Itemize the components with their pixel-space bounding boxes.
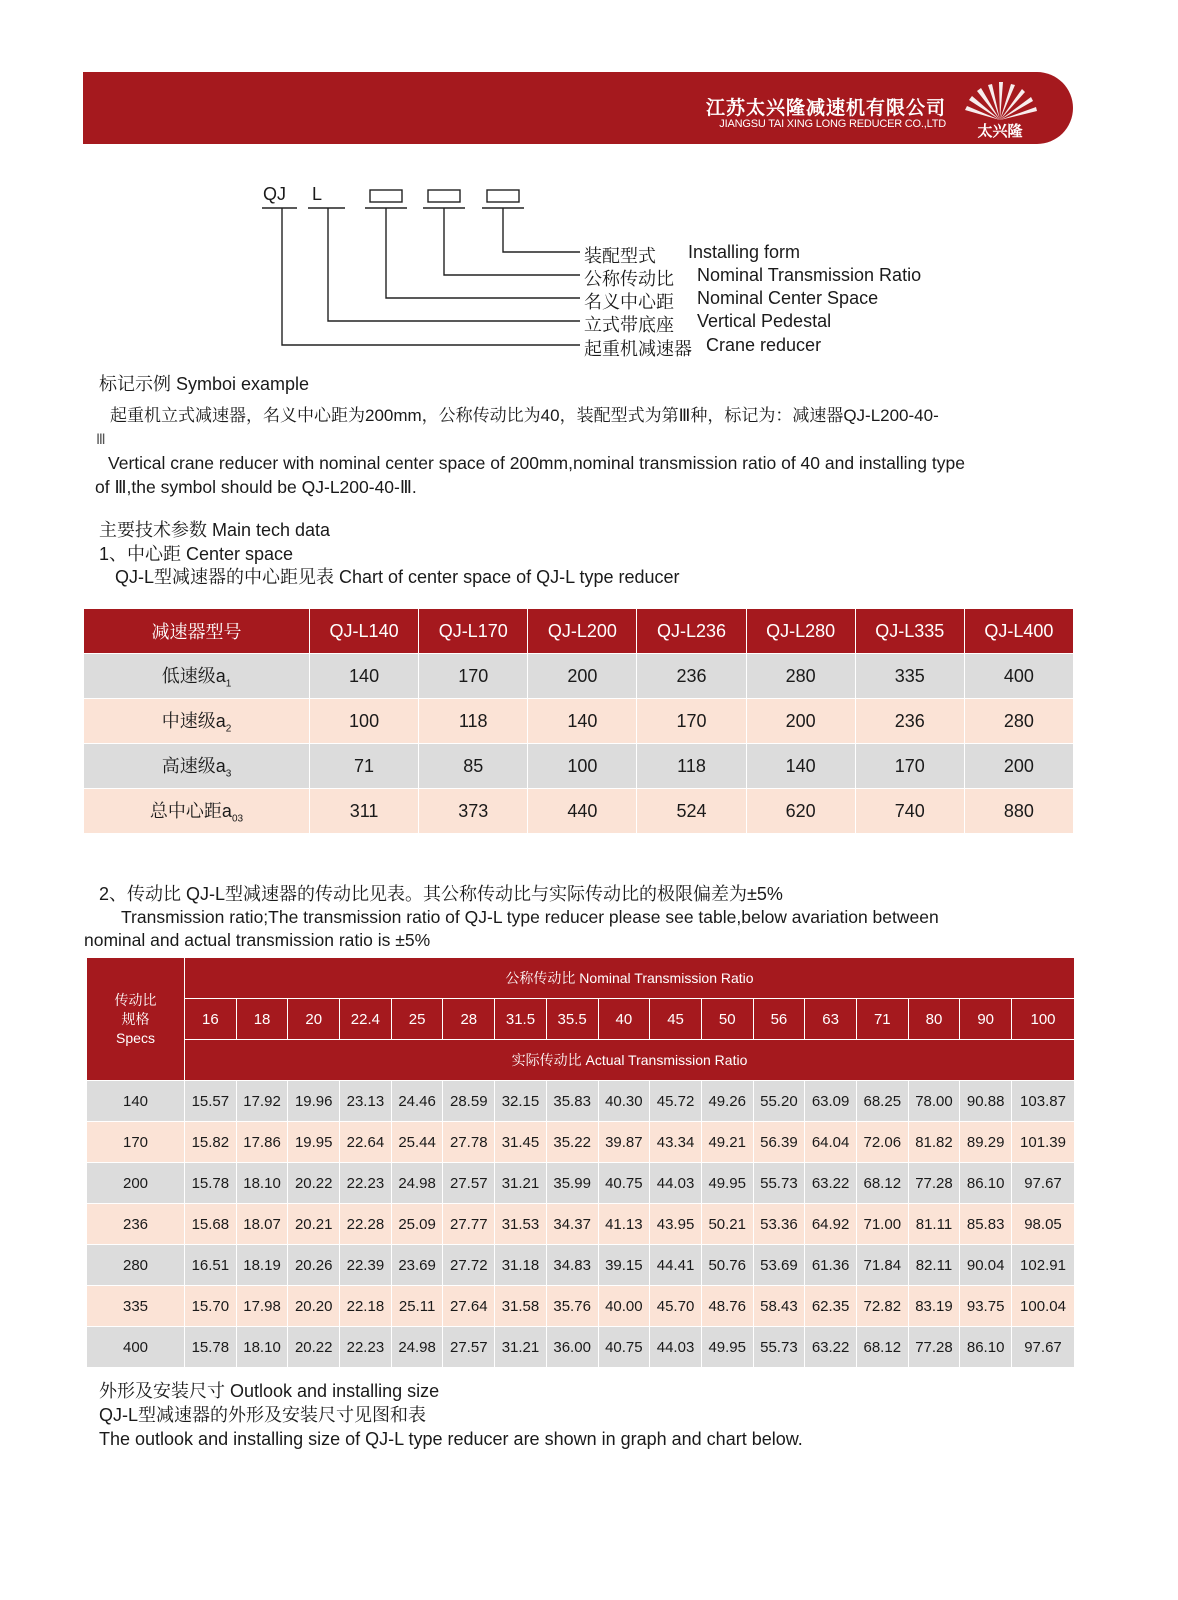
ratio-cell: 23.13 (340, 1081, 392, 1122)
transmission-ratio-table (86, 957, 1075, 1368)
section2-en-line2: nominal and actual transmission ratio is ±5% (84, 930, 431, 950)
ratio-cell: 45.70 (650, 1286, 702, 1327)
ratio-cell: 102.91 (1012, 1245, 1075, 1286)
ratio-cell: 31.21 (495, 1163, 547, 1204)
table-row (84, 789, 1074, 834)
spec-cell: 170 (87, 1122, 185, 1163)
table-cell: 200 (964, 744, 1073, 789)
table-cell: 170 (419, 654, 528, 699)
spec-cell: 280 (87, 1245, 185, 1286)
header-cell: QJ-L236 (637, 609, 746, 654)
example-cn-line2: Ⅲ (96, 431, 106, 447)
outlook-en: The outlook and installing size of QJ-L type reducer are shown in graph and chart below. (99, 1429, 803, 1449)
ratio-cell: 22.23 (340, 1327, 392, 1368)
ratio-cell: 40.00 (598, 1286, 650, 1327)
ratio-cell: 103.87 (1012, 1081, 1075, 1122)
ratio-cell: 58.43 (753, 1286, 805, 1327)
table-cell: 236 (855, 699, 964, 744)
ratio-cell: 44.03 (650, 1327, 702, 1368)
ratio-cell: 40.75 (598, 1327, 650, 1368)
ratio-cell: 31.21 (495, 1327, 547, 1368)
ratio-cell: 86.10 (960, 1163, 1012, 1204)
ratio-cell: 22.23 (340, 1163, 392, 1204)
nominal-ratio-cell: 56 (753, 999, 805, 1040)
outlook-title: 外形及安装尺寸 Outlook and installing size (99, 1381, 440, 1401)
table-cell: 440 (528, 789, 637, 834)
ratio-cell: 35.99 (546, 1163, 598, 1204)
table-cell: 880 (964, 789, 1073, 834)
ratio-cell: 22.39 (340, 1245, 392, 1286)
ratio-cell: 89.29 (960, 1122, 1012, 1163)
nominal-ratio-cell: 50 (701, 999, 753, 1040)
table-cell: 118 (637, 744, 746, 789)
ratio-cell: 64.92 (805, 1204, 857, 1245)
table-header-row (84, 609, 1074, 654)
actual-ratio-header: 实际传动比 Actual Transmission Ratio (185, 1040, 1075, 1081)
ratio-cell: 35.76 (546, 1286, 598, 1327)
ratio-cell: 81.11 (908, 1204, 960, 1245)
ratio-cell: 15.78 (185, 1327, 237, 1368)
nominal-ratio-cell: 20 (288, 999, 340, 1040)
ratio-cell: 85.83 (960, 1204, 1012, 1245)
ratio-cell: 45.72 (650, 1081, 702, 1122)
ratio-cell: 50.21 (701, 1204, 753, 1245)
ratio-cell: 90.88 (960, 1081, 1012, 1122)
ratio-cell: 98.05 (1012, 1204, 1075, 1245)
spec-cell: 236 (87, 1204, 185, 1245)
ratio-cell: 77.28 (908, 1327, 960, 1368)
ratio-cell: 24.98 (391, 1163, 443, 1204)
ratio-cell: 72.06 (856, 1122, 908, 1163)
ratio-cell: 18.07 (236, 1204, 288, 1245)
ratio-cell: 55.73 (753, 1327, 805, 1368)
table-cell: 280 (964, 699, 1073, 744)
nominal-ratio-cell: 63 (805, 999, 857, 1040)
table-row (87, 1122, 1075, 1163)
ratio-cell: 55.20 (753, 1081, 805, 1122)
ratio-cell: 81.82 (908, 1122, 960, 1163)
row-label: 高速级$a_3$ (84, 744, 310, 789)
nominal-ratio-cell: 80 (908, 999, 960, 1040)
spec-cell: 400 (87, 1327, 185, 1368)
table-cell: 140 (310, 654, 419, 699)
spec-cell: 200 (87, 1163, 185, 1204)
company-logo (955, 80, 1045, 140)
example-title: 标记示例 Symboi example (99, 374, 310, 394)
ratio-cell: 49.26 (701, 1081, 753, 1122)
header-cell: QJ-L400 (964, 609, 1073, 654)
code-item-en: Nominal Center Space (697, 288, 879, 308)
ratio-cell: 16.51 (185, 1245, 237, 1286)
company-name-en: JIANGSU TAI XING LONG REDUCER CO.,LTD (719, 118, 946, 130)
company-name-cn: 江苏太兴隆减速机有限公司 (705, 98, 946, 119)
ratio-cell: 40.30 (598, 1081, 650, 1122)
ratio-cell: 27.57 (443, 1163, 495, 1204)
example-en-line2: of Ⅲ,the symbol should be QJ-L200-40-Ⅲ. (95, 477, 417, 497)
ratio-cell: 20.21 (288, 1204, 340, 1245)
ratio-cell: 39.15 (598, 1245, 650, 1286)
table-cell: 100 (528, 744, 637, 789)
ratio-cell: 64.04 (805, 1122, 857, 1163)
nominal-ratio-cell: 40 (598, 999, 650, 1040)
ratio-cell: 34.37 (546, 1204, 598, 1245)
ratio-cell: 35.83 (546, 1081, 598, 1122)
row-label: 中速级$a_2$ (84, 699, 310, 744)
ratio-cell: 20.20 (288, 1286, 340, 1327)
table-cell: 236 (637, 654, 746, 699)
table-row (87, 1286, 1075, 1327)
spec-cell: 335 (87, 1286, 185, 1327)
ratio-cell: 23.69 (391, 1245, 443, 1286)
ratio-cell: 68.25 (856, 1081, 908, 1122)
table-row (87, 1245, 1075, 1286)
table-cell: 118 (419, 699, 528, 744)
nominal-ratio-cell: 18 (236, 999, 288, 1040)
table-cell: 140 (528, 699, 637, 744)
ratio-cell: 83.19 (908, 1286, 960, 1327)
ratio-cell: 68.12 (856, 1327, 908, 1368)
table-cell: 100 (310, 699, 419, 744)
table-row (84, 744, 1074, 789)
code-item-cn: 名义中心距 (584, 292, 674, 312)
ratio-cell: 27.72 (443, 1245, 495, 1286)
table-row (87, 1327, 1075, 1368)
ratio-cell: 31.45 (495, 1122, 547, 1163)
ratio-cell: 24.46 (391, 1081, 443, 1122)
ratio-cell: 100.04 (1012, 1286, 1075, 1327)
ratio-cell: 90.04 (960, 1245, 1012, 1286)
header-cell: QJ-L200 (528, 609, 637, 654)
corner-line: 传动比 (114, 991, 157, 1008)
row-label: 总中心距$a_{03}$ (84, 789, 310, 834)
ratio-cell: 68.12 (856, 1163, 908, 1204)
ratio-cell: 17.92 (236, 1081, 288, 1122)
table-cell: 170 (855, 744, 964, 789)
model-code-diagram (250, 180, 970, 370)
code-item-en: Vertical Pedestal (697, 311, 832, 331)
ratio-cell: 27.64 (443, 1286, 495, 1327)
nominal-ratio-header: 公称传动比 Nominal Transmission Ratio (185, 958, 1075, 999)
ratio-cell: 27.57 (443, 1327, 495, 1368)
ratio-cell: 62.35 (805, 1286, 857, 1327)
ratio-cell: 17.98 (236, 1286, 288, 1327)
nominal-ratio-cell: 45 (650, 999, 702, 1040)
header-cell: QJ-L335 (855, 609, 964, 654)
code-item-cn: 装配型式 (584, 246, 656, 266)
table-cell: 620 (746, 789, 855, 834)
code-item-en: Crane reducer (706, 335, 822, 355)
example-en-line1: Vertical crane reducer with nominal center space of 200mm,nominal transmission ratio of 40 and installing type (108, 453, 965, 473)
ratio-cell: 18.10 (236, 1163, 288, 1204)
table-cell: 200 (528, 654, 637, 699)
ratio-cell: 40.75 (598, 1163, 650, 1204)
ratio-cell: 49.95 (701, 1163, 753, 1204)
ratio-cell: 49.21 (701, 1122, 753, 1163)
header-cell: 减速器型号 (84, 609, 310, 654)
ratio-cell: 43.95 (650, 1204, 702, 1245)
table-cell: 170 (637, 699, 746, 744)
table-cell: 140 (746, 744, 855, 789)
corner-header (87, 958, 185, 1081)
section1-subtitle: QJ-L型减速器的中心距见表 Chart of center space of QJ-L type reducer (115, 567, 680, 587)
table-cell: 373 (419, 789, 528, 834)
table-row (84, 699, 1074, 744)
table-cell: 524 (637, 789, 746, 834)
nominal-ratio-cell: 28 (443, 999, 495, 1040)
center-space-table (83, 608, 1074, 834)
table-cell: 71 (310, 744, 419, 789)
code-item-en: Nominal Transmission Ratio (697, 265, 922, 285)
ratio-cell: 15.70 (185, 1286, 237, 1327)
ratio-cell: 36.00 (546, 1327, 598, 1368)
logo-text: 太兴隆 (977, 123, 1023, 140)
code-prefix: QJ (263, 184, 287, 204)
ratio-cell: 19.95 (288, 1122, 340, 1163)
code-item-cn: 公称传动比 (584, 269, 674, 289)
ratio-cell: 63.09 (805, 1081, 857, 1122)
ratio-cell: 15.57 (185, 1081, 237, 1122)
ratio-cell: 56.39 (753, 1122, 805, 1163)
table-cell: 400 (964, 654, 1073, 699)
table-cell: 740 (855, 789, 964, 834)
ratio-cell: 27.77 (443, 1204, 495, 1245)
ratio-cell: 53.36 (753, 1204, 805, 1245)
ratio-cell: 53.69 (753, 1245, 805, 1286)
table-cell: 85 (419, 744, 528, 789)
ratio-cell: 97.67 (1012, 1327, 1075, 1368)
ratio-cell: 27.78 (443, 1122, 495, 1163)
ratio-cell: 43.34 (650, 1122, 702, 1163)
ratio-cell: 35.22 (546, 1122, 598, 1163)
ratio-cell: 41.13 (598, 1204, 650, 1245)
ratio-cell: 32.15 (495, 1081, 547, 1122)
ratio-cell: 22.64 (340, 1122, 392, 1163)
header-cell: QJ-L280 (746, 609, 855, 654)
section2-title: 2、传动比 QJ-L型减速器的传动比见表。其公称传动比与实际传动比的极限偏差为±5% (99, 884, 783, 904)
table-cell: 335 (855, 654, 964, 699)
nominal-values-row (87, 999, 1075, 1040)
ratio-cell: 31.53 (495, 1204, 547, 1245)
code-item-cn: 起重机减速器 (584, 339, 692, 359)
outlook-cn: QJ-L型减速器的外形及安装尺寸见图和表 (99, 1405, 427, 1425)
table-row (87, 1204, 1075, 1245)
nominal-ratio-cell: 35.5 (546, 999, 598, 1040)
ratio-cell: 18.10 (236, 1327, 288, 1368)
code-item-en: Installing form (688, 242, 801, 262)
ratio-cell: 15.78 (185, 1163, 237, 1204)
ratio-cell: 25.44 (391, 1122, 443, 1163)
header-cell: QJ-L170 (419, 609, 528, 654)
ratio-cell: 72.82 (856, 1286, 908, 1327)
ratio-cell: 44.41 (650, 1245, 702, 1286)
ratio-cell: 25.11 (391, 1286, 443, 1327)
ratio-cell: 34.83 (546, 1245, 598, 1286)
ratio-cell: 20.22 (288, 1163, 340, 1204)
nominal-ratio-cell: 25 (391, 999, 443, 1040)
ratio-cell: 55.73 (753, 1163, 805, 1204)
ratio-cell: 61.36 (805, 1245, 857, 1286)
ratio-cell: 31.18 (495, 1245, 547, 1286)
tech-title: 主要技术参数 Main tech data (99, 520, 331, 540)
code-letter: L (312, 184, 323, 204)
header-cell: QJ-L140 (310, 609, 419, 654)
table-cell: 311 (310, 789, 419, 834)
nominal-ratio-cell: 31.5 (495, 999, 547, 1040)
ratio-cell: 22.18 (340, 1286, 392, 1327)
ratio-cell: 101.39 (1012, 1122, 1075, 1163)
ratio-cell: 22.28 (340, 1204, 392, 1245)
corner-line: Specs (116, 1029, 155, 1046)
ratio-cell: 20.26 (288, 1245, 340, 1286)
ratio-cell: 44.03 (650, 1163, 702, 1204)
ratio-cell: 82.11 (908, 1245, 960, 1286)
example-cn-line1: 起重机立式减速器，名义中心距为200mm，公称传动比为40，装配型式为第Ⅲ种，标记为：减速器QJ-L200-40- (110, 406, 939, 425)
ratio-cell: 71.84 (856, 1245, 908, 1286)
nominal-ratio-cell: 16 (185, 999, 237, 1040)
ratio-cell: 50.76 (701, 1245, 753, 1286)
ratio-cell: 48.76 (701, 1286, 753, 1327)
section2-en-line1: Transmission ratio;The transmission ratio of QJ-L type reducer please see table,below avariation between (121, 907, 939, 927)
ratio-cell: 15.68 (185, 1204, 237, 1245)
ratio-cell: 28.59 (443, 1081, 495, 1122)
ratio-cell: 63.22 (805, 1163, 857, 1204)
ratio-cell: 93.75 (960, 1286, 1012, 1327)
ratio-cell: 71.00 (856, 1204, 908, 1245)
nominal-ratio-cell: 71 (856, 999, 908, 1040)
table-cell: 200 (746, 699, 855, 744)
ratio-cell: 25.09 (391, 1204, 443, 1245)
table-row (84, 654, 1074, 699)
nominal-ratio-cell: 90 (960, 999, 1012, 1040)
ratio-cell: 39.87 (598, 1122, 650, 1163)
ratio-cell: 78.00 (908, 1081, 960, 1122)
row-label: 低速级$a_1$ (84, 654, 310, 699)
ratio-cell: 86.10 (960, 1327, 1012, 1368)
table-row (87, 1081, 1075, 1122)
ratio-cell: 63.22 (805, 1327, 857, 1368)
ratio-cell: 97.67 (1012, 1163, 1075, 1204)
ratio-cell: 49.95 (701, 1327, 753, 1368)
ratio-cell: 19.96 (288, 1081, 340, 1122)
ratio-cell: 18.19 (236, 1245, 288, 1286)
ratio-cell: 31.58 (495, 1286, 547, 1327)
table-row (87, 1163, 1075, 1204)
nominal-ratio-cell: 100 (1012, 999, 1075, 1040)
corner-line: 规格 (121, 1010, 150, 1027)
table-cell: 280 (746, 654, 855, 699)
spec-cell: 140 (87, 1081, 185, 1122)
ratio-cell: 17.86 (236, 1122, 288, 1163)
section1-title: 1、中心距 Center space (99, 544, 294, 564)
ratio-cell: 15.82 (185, 1122, 237, 1163)
ratio-cell: 24.98 (391, 1327, 443, 1368)
ratio-cell: 20.22 (288, 1327, 340, 1368)
code-item-cn: 立式带底座 (584, 315, 674, 335)
nominal-ratio-cell: 22.4 (340, 999, 392, 1040)
ratio-cell: 77.28 (908, 1163, 960, 1204)
